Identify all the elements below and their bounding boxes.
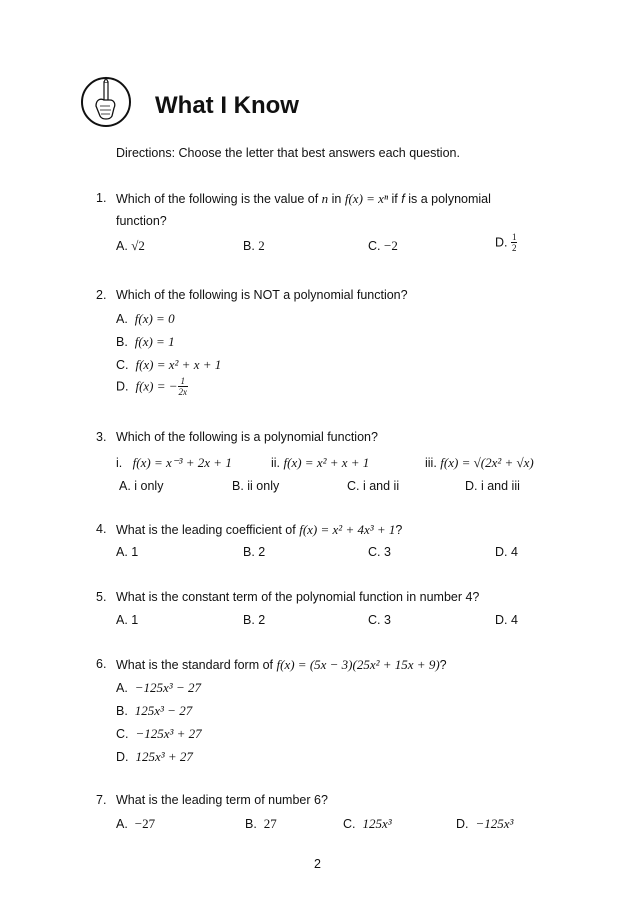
q1-text-line2: function? (116, 214, 167, 228)
q2-number: 2. (96, 288, 107, 302)
q5-text: What is the constant term of the polynomial function in number 4? (116, 590, 480, 604)
q4-option-b: B. 2 (243, 545, 266, 559)
q3-option-b: B. ii only (232, 479, 280, 493)
q3-option-d: D. i and iii (465, 479, 520, 493)
q4-text: What is the leading coefficient of f(x) = x² + 4x³ + 1? (116, 522, 403, 537)
q6-number: 6. (96, 657, 107, 671)
q5-option-d: D. 4 (495, 613, 518, 627)
q3-number: 3. (96, 430, 107, 444)
q6-option-b: B. 125x³ − 27 (116, 703, 193, 718)
page-title: What I Know (155, 92, 299, 119)
q7-number: 7. (96, 793, 107, 807)
q3-text: Which of the following is a polynomial function? (116, 430, 378, 444)
q1-option-a: A. √2 (116, 238, 145, 253)
q1-option-d: D. $\frac{1}{2}$ (495, 232, 517, 253)
q4-option-a: A. 1 (116, 545, 139, 559)
page-number: 2 (314, 857, 321, 871)
q5-number: 5. (96, 590, 107, 604)
q3-item-i: i. f(x) = x⁻³ + 2x + 1 (116, 455, 232, 470)
q2-option-c: C. f(x) = x² + x + 1 (116, 357, 222, 372)
q4-option-c: C. 3 (368, 545, 391, 559)
q2-option-b: B. f(x) = 1 (116, 334, 175, 349)
q2-option-a: A. f(x) = 0 (116, 311, 175, 326)
q2-option-d: D. f(x) = − $\frac{1}{2x}$ (116, 376, 188, 397)
q5-option-a: A. 1 (116, 613, 139, 627)
q3-item-iii: iii. f(x) = √(2x² + √x) (425, 455, 534, 470)
q4-option-d: D. 4 (495, 545, 518, 559)
q5-option-b: B. 2 (243, 613, 266, 627)
q7-option-d: D. −125x³ (456, 816, 514, 831)
q3-option-c: C. i and ii (347, 479, 400, 493)
q1-option-b: B. 2 (243, 238, 265, 253)
q6-option-a: A. −125x³ − 27 (116, 680, 201, 695)
q1-option-c: C. −2 (368, 238, 398, 253)
q1-text: Which of the following is the value of n in f(x) = xⁿ if f is a polynomial (116, 191, 491, 206)
q6-text: What is the standard form of f(x) = (5x − 3)(25x² + 15x + 9)? (116, 657, 447, 672)
q7-option-b: B. 27 (245, 816, 277, 831)
directions: Directions: Choose the letter that best answers each question. (116, 146, 460, 160)
q7-text: What is the leading term of number 6? (116, 793, 328, 807)
q7-option-a: A. −27 (116, 816, 156, 831)
q7-option-c: C. 125x³ (343, 816, 392, 831)
hand-pencil-icon (80, 76, 132, 128)
q6-option-c: C. −125x³ + 27 (116, 726, 202, 741)
q4-number: 4. (96, 522, 107, 536)
q5-option-c: C. 3 (368, 613, 391, 627)
q3-item-ii: ii. f(x) = x² + x + 1 (271, 455, 370, 470)
q1-number: 1. (96, 191, 107, 205)
q2-text: Which of the following is NOT a polynomial function? (116, 288, 408, 302)
q3-option-a: A. i only (119, 479, 164, 493)
q6-option-d: D. 125x³ + 27 (116, 749, 193, 764)
